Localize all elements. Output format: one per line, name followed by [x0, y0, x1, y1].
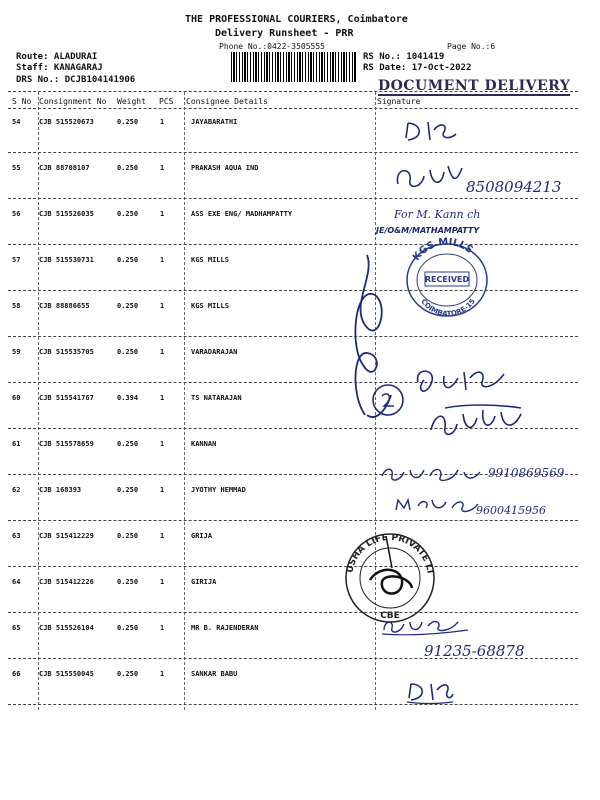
cell-name: JYOTHY HEMMAD: [191, 486, 246, 494]
office-stamp-56: JE/O&M/MATHAMPATTY: [376, 226, 480, 235]
phone-number: Phone No.:0422-3505555: [219, 42, 325, 51]
cell-sno: 57: [12, 256, 21, 264]
cell-pcs: 1: [160, 624, 165, 632]
rs-number: RS No.: 1041419: [363, 52, 445, 62]
cell-sno: 56: [12, 210, 21, 218]
cell-weight: 0.394: [117, 394, 139, 402]
cell-cons: CJB 515520673: [39, 118, 94, 126]
runsheet-subtitle: Delivery Runsheet - PRR: [215, 28, 354, 39]
column-divider: [184, 92, 185, 710]
cell-sno: 59: [12, 348, 21, 356]
staff: Staff: KANAGARAJ: [16, 63, 103, 73]
phone-handwritten-61: 9910869569: [488, 466, 565, 480]
cell-weight: 0.250: [117, 164, 139, 172]
row-separator: [8, 704, 578, 705]
col-consignee: Consignee Details: [186, 97, 268, 106]
cell-pcs: 1: [160, 532, 165, 540]
signature-55: [392, 160, 472, 196]
cell-pcs: 1: [160, 302, 165, 310]
cell-pcs: 1: [160, 578, 165, 586]
signature-54: [400, 118, 460, 148]
cell-cons: CJB 515412226: [39, 578, 94, 586]
cell-name: GIRIJA: [191, 578, 217, 586]
cell-weight: 0.250: [117, 210, 139, 218]
cell-pcs: 1: [160, 164, 165, 172]
cell-name: TS NATARAJAN: [191, 394, 242, 402]
col-weight: Weight: [117, 97, 146, 106]
row-separator: [8, 520, 578, 521]
cell-weight: 0.250: [117, 440, 139, 448]
drs-number: DRS No.: DCJB104141906: [16, 75, 136, 85]
for-note-56: For M. Kann ch: [394, 208, 481, 221]
cell-name: ASS EXE ENG/ MADHAMPATTY: [191, 210, 293, 218]
signature-61: [425, 400, 535, 450]
cell-name: JAYABARATHI: [191, 118, 238, 126]
cell-pcs: 1: [160, 486, 165, 494]
svg-text:COIMBATORE-15: COIMBATORE-15: [419, 297, 477, 319]
cell-pcs: 1: [160, 394, 165, 402]
cell-weight: 0.250: [117, 118, 139, 126]
cell-pcs: 1: [160, 210, 165, 218]
cell-name: VARADARAJAN: [191, 348, 238, 356]
row-separator: [8, 290, 578, 291]
cell-cons: CJB 515541767: [39, 394, 94, 402]
cell-name: GRIJA: [191, 532, 213, 540]
phone-handwritten-65: 91235-68878: [424, 642, 525, 660]
signature-65: [380, 614, 470, 638]
cell-weight: 0.250: [117, 486, 139, 494]
cell-name: KGS MILLS: [191, 256, 229, 264]
cell-name: MR B. RAJENDERAN: [191, 624, 259, 632]
cell-pcs: 1: [160, 670, 165, 678]
phone-handwritten-62: 9600415956: [476, 504, 546, 517]
cell-cons: CJB 88708107: [39, 164, 90, 172]
cell-pcs: 1: [160, 440, 165, 448]
row-separator: [8, 566, 578, 567]
cell-sno: 62: [12, 486, 21, 494]
signature-61-tamil: [378, 462, 488, 484]
cell-sno: 64: [12, 578, 21, 586]
cell-cons: CJB 515526035: [39, 210, 94, 218]
usha-life-stamp: [335, 521, 440, 628]
row-separator: [8, 244, 578, 245]
rs-date: RS Date: 17-Oct-2022: [363, 63, 472, 73]
cell-weight: 0.250: [117, 532, 139, 540]
cell-sno: 61: [12, 440, 21, 448]
company-title: THE PROFESSIONAL COURIERS, Coimbatore: [185, 14, 408, 25]
cell-pcs: 1: [160, 256, 165, 264]
cell-sno: 58: [12, 302, 21, 310]
cell-sno: 55: [12, 164, 21, 172]
svg-text:KGS MILLS: KGS MILLS: [411, 236, 475, 263]
cell-sno: 66: [12, 670, 21, 678]
cell-sno: 54: [12, 118, 21, 126]
cell-cons: CJB 515578659: [39, 440, 94, 448]
cell-sno: 60: [12, 394, 21, 402]
cell-name: KANNAN: [191, 440, 217, 448]
cell-cons: CJB 515526104: [39, 624, 94, 632]
row-separator: [8, 198, 578, 199]
cell-sno: 65: [12, 624, 21, 632]
cell-weight: 0.250: [117, 624, 139, 632]
row-separator: [8, 336, 578, 337]
kgs-received-stamp: [402, 238, 492, 318]
cell-weight: 0.250: [117, 670, 139, 678]
signature-60-circle: [370, 380, 410, 420]
col-signature: Signature: [377, 97, 421, 106]
cell-sno: 63: [12, 532, 21, 540]
cell-name: PRAKASH AQUA IND: [191, 164, 259, 172]
svg-text:CBE: CBE: [380, 611, 400, 621]
svg-text:RECEIVED: RECEIVED: [424, 275, 470, 284]
phone-handwritten-55: 8508094213: [466, 178, 562, 196]
route: Route: ALADURAI: [16, 52, 98, 62]
cell-cons: CJB 515550045: [39, 670, 94, 678]
cell-cons: CJB 515535705: [39, 348, 94, 356]
barcode: [231, 52, 356, 82]
document-delivery-stamp: DOCUMENT DELIVERY: [378, 78, 571, 94]
col-pcs: PCS: [159, 97, 174, 106]
cell-weight: 0.250: [117, 348, 139, 356]
header-bottom-rule: [8, 108, 578, 109]
cell-cons: CJB 168393: [39, 486, 82, 494]
cell-cons: CJB 515530731: [39, 256, 94, 264]
cell-cons: CJB 88886655: [39, 302, 90, 310]
col-sno: S No: [12, 97, 32, 106]
signature-62: [392, 494, 482, 518]
svg-text:USHA LIFE PRIVATE LIMITED: USHA LIFE PRIVATE LIMITED: [335, 521, 435, 575]
cell-weight: 0.250: [117, 256, 139, 264]
signature-66: [405, 680, 455, 706]
cell-pcs: 1: [160, 118, 165, 126]
header-top-rule: [8, 91, 578, 92]
page-number: Page No.:6: [447, 42, 496, 51]
cell-weight: 0.250: [117, 578, 139, 586]
row-separator: [8, 612, 578, 613]
col-consignment: Consignment No: [39, 97, 107, 106]
cell-cons: CJB 515412229: [39, 532, 94, 540]
cell-weight: 0.250: [117, 302, 139, 310]
cell-name: KGS MILLS: [191, 302, 229, 310]
cell-pcs: 1: [160, 348, 165, 356]
row-separator: [8, 152, 578, 153]
cell-name: SANKAR BABU: [191, 670, 238, 678]
